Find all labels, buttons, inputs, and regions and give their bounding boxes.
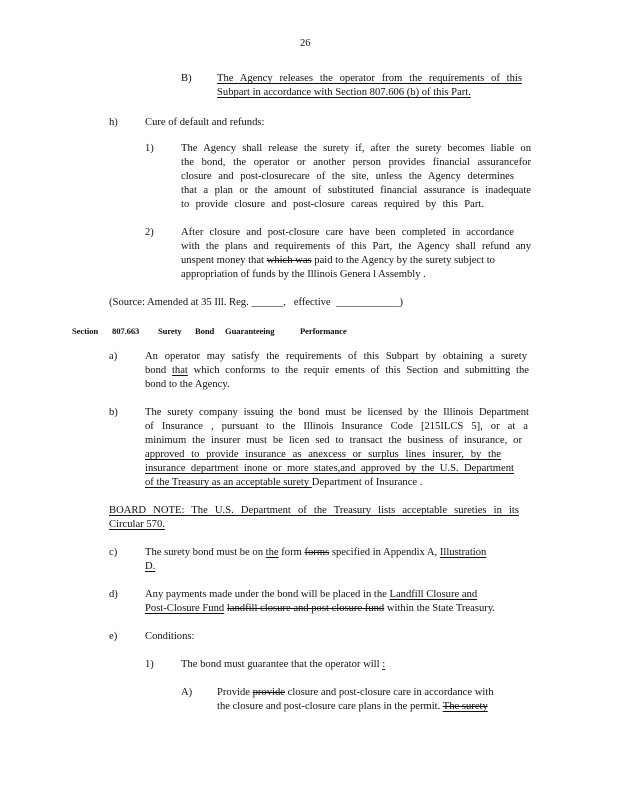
item-h-title: Cure of default and refunds: (145, 117, 265, 128)
line-text: bond (145, 365, 172, 376)
item-h2-label: 2) (145, 227, 154, 238)
item-eA-line-2 (217, 700, 488, 714)
item-eA-label: A) (181, 687, 193, 698)
item-b-line-1: The surety company issuing the bond must be licensed by the Illinois Department (145, 407, 529, 418)
item-B-line-2: Subpart in accordance with Section 807.606 (b) of this Part. (217, 87, 471, 98)
inserted-text: Post-Closure Fund (145, 603, 225, 614)
item-e-label: e) (109, 631, 118, 642)
item-b-line-6 (145, 476, 422, 490)
item-h2-line-4: appropriation of funds by the Illinois Genera l Assembly . (181, 269, 426, 280)
section-header-title-2: Bond (195, 326, 215, 336)
item-B-label: B) (181, 73, 192, 84)
item-h1-line-3: closure and post-closurecare of the site, unless the Agency determines (181, 171, 514, 182)
item-h1-label: 1) (145, 143, 154, 154)
item-e1-label: 1) (145, 659, 154, 670)
inserted-text: Illustration (439, 547, 487, 558)
source-prefix: (Source: Amended at 35 Ill. Reg. (109, 297, 249, 308)
item-h2-line-2: with the plans and requirements of this Part, the Agency shall refund any (181, 241, 531, 252)
struck-text: provide (252, 687, 285, 698)
item-h1-line-5: to provide closure and post-closure careas required by this Part. (181, 199, 484, 210)
item-d-label: d) (109, 589, 118, 600)
item-a-label: a) (109, 351, 118, 362)
line-text: the closure and post-closure care plans in the permit. (217, 701, 441, 712)
line-text: Department of Insurance . (311, 477, 423, 488)
section-header-title-4: Performance (300, 326, 347, 336)
line-text: paid to the Agency by the surety subject to (311, 255, 495, 266)
struck-text: landfill closure and post closure fund (226, 603, 385, 614)
source-note (109, 296, 403, 310)
line-text: specified in Appendix A, (329, 547, 440, 558)
inserted-text: Landfill Closure and (389, 589, 478, 600)
line-text: The bond must guarantee that the operator will (181, 659, 380, 670)
source-blank-date: ____________ (335, 297, 400, 308)
struck-text: which was (266, 255, 312, 266)
section-header-title-3: Guaranteeing (225, 326, 275, 336)
item-h2-line-3 (181, 254, 495, 268)
item-a-line-3: bond to the Agency. (145, 379, 230, 390)
struck-text: The surety (442, 701, 488, 712)
line-text: Any payments made under the bond will be placed in the (145, 589, 390, 600)
item-c-label: c) (109, 547, 118, 558)
item-B-line-1: The Agency releases the operator from the requirements of this (217, 73, 522, 84)
source-blank-volume: ______ (251, 297, 284, 308)
item-e-title: Conditions: (145, 631, 195, 642)
item-b-line-4: approved to provide insurance as anexcess or surplus lines insurer, by the (145, 449, 501, 460)
line-text: closure and post-closure care in accordance with (284, 687, 494, 698)
source-suffix: ) (399, 297, 404, 308)
line-text: unspent money that (181, 255, 267, 266)
inserted-text: the (265, 547, 279, 558)
item-b-line-3: minimum the insurer must be licen sed to transact the business of insurance, or (145, 435, 522, 446)
item-eA-line-1 (217, 686, 494, 700)
line-text: Provide (217, 687, 253, 698)
item-c-line-1 (145, 546, 486, 560)
inserted-text: : (382, 659, 386, 670)
line-text: within the State Treasury. (384, 603, 496, 614)
line-text: which conforms to the requir ements of this Section and submitting the (187, 365, 529, 376)
board-note-line-1: BOARD NOTE: The U.S. Department of the Treasury lists acceptable sureties in its (109, 505, 519, 516)
line-text: The surety bond must be on (145, 547, 266, 558)
struck-text: forms (304, 547, 330, 558)
page-number: 26 (300, 38, 311, 49)
item-e1-line (181, 658, 385, 672)
item-h2-line-1: After closure and post-closure care have been completed in accordance (181, 227, 514, 238)
item-h1-line-4: that a plan or the amount of substituted financial assurance is inadequate (181, 185, 531, 196)
section-header-word: Section (72, 326, 99, 336)
source-effective: , effective (283, 297, 331, 308)
item-a-line-1: An operator may satisfy the requirements of this Subpart by obtaining a surety (145, 351, 527, 362)
inserted-text: that (171, 365, 188, 376)
item-d-line-1 (145, 588, 477, 602)
line-text: form (278, 547, 305, 558)
inserted-text: of the Treasury as an acceptable surety (145, 477, 312, 488)
section-header-number: 807.663 (112, 326, 140, 336)
item-b-label: b) (109, 407, 118, 418)
item-a-line-2 (145, 364, 529, 378)
item-b-line-5: insurance department inone or more states,and approved by the U.S. Department (145, 463, 514, 474)
section-header-title-1: Surety (158, 326, 182, 336)
item-h-label: h) (109, 117, 118, 128)
item-b-line-2: of Insurance , pursuant to the Illinois Insurance Code [215ILCS 5], or at a (145, 421, 528, 432)
item-c-line-2: D. (145, 561, 156, 572)
item-d-line-2 (145, 602, 495, 616)
board-note-line-2: Circular 570. (109, 519, 165, 530)
item-h1-line-2: the bond, the operator or another person provides financial assurancefor (181, 157, 531, 168)
item-h1-line-1: The Agency shall release the surety if, after the surety becomes liable on (181, 143, 531, 154)
